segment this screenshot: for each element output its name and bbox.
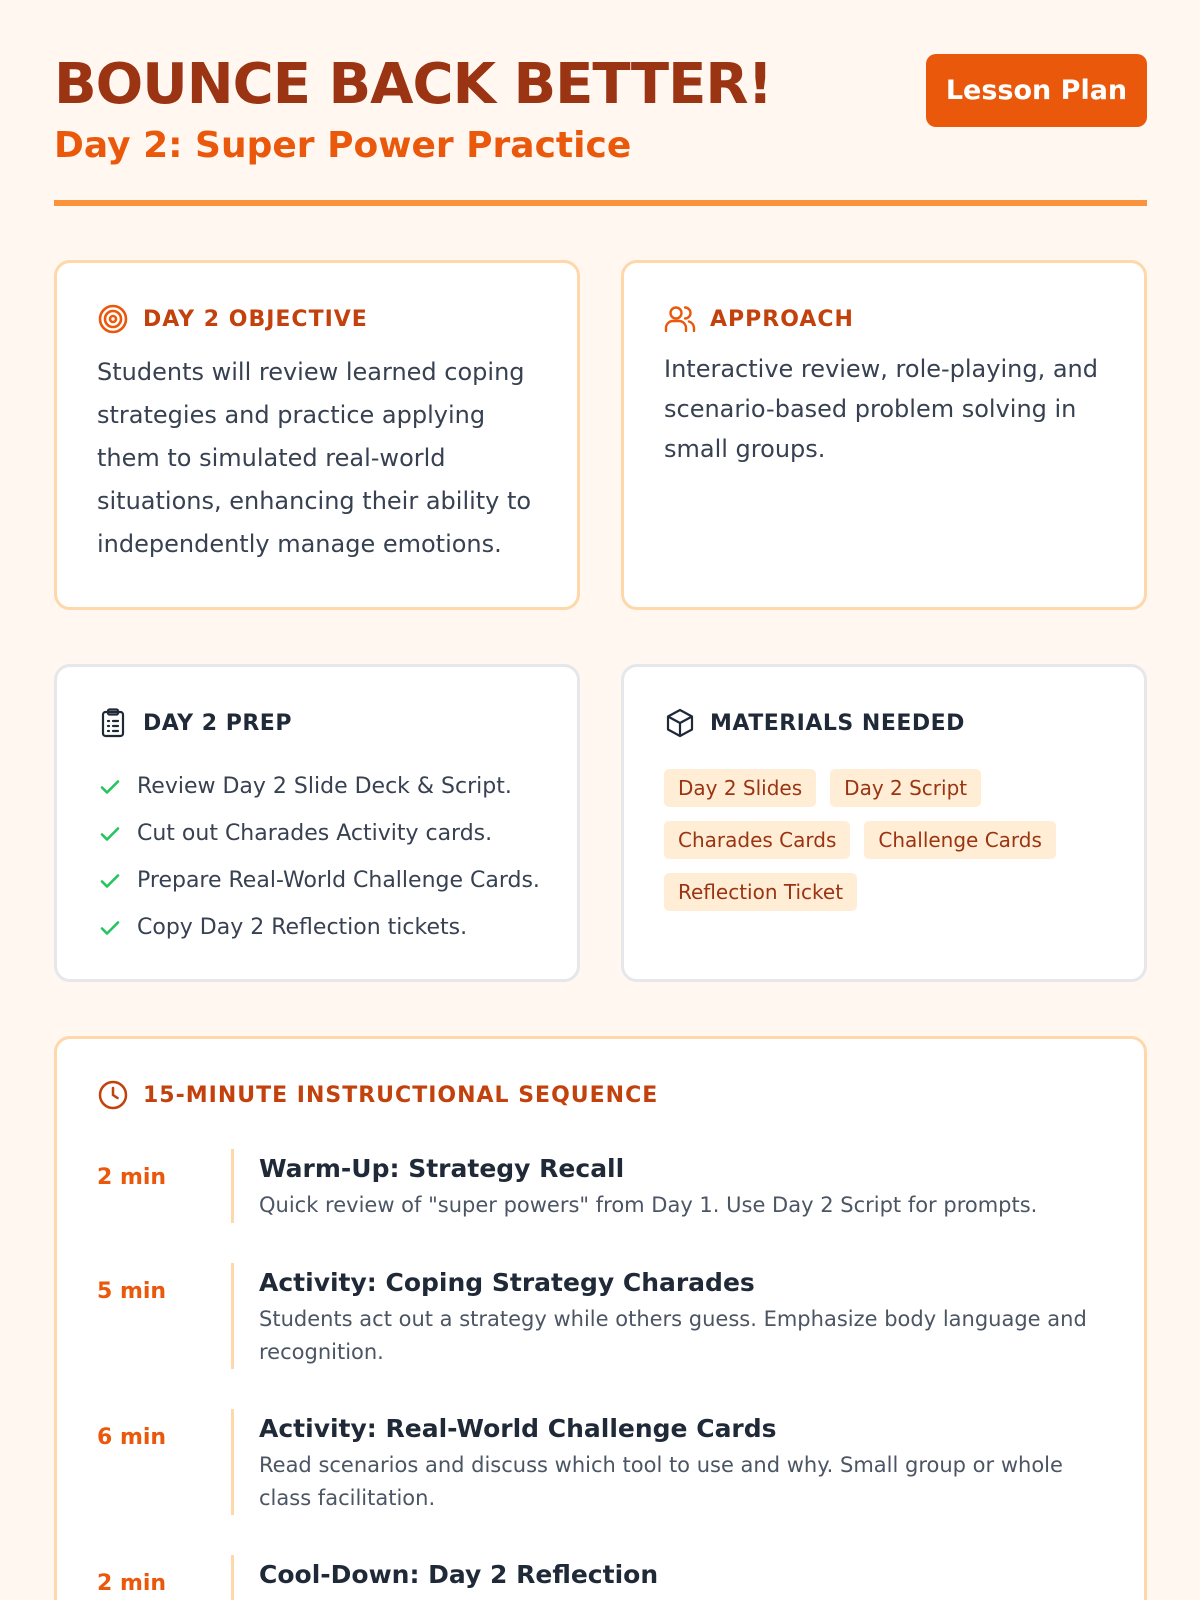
header-divider (54, 200, 1147, 206)
prep-item-label: Copy Day 2 Reflection tickets. (137, 915, 468, 940)
sequence-step (97, 1149, 1107, 1263)
step-divider (231, 1263, 234, 1369)
prep-item-label: Prepare Real-World Challenge Cards. (137, 868, 540, 893)
lesson-plan-button[interactable]: Lesson Plan (926, 54, 1147, 127)
list-item (97, 810, 540, 857)
step-title: Warm-Up: Strategy Recall (259, 1154, 625, 1183)
list-item (97, 763, 540, 810)
list-item (97, 857, 540, 904)
sequence-card (54, 1036, 1147, 1600)
step-title: Activity: Real-World Challenge Cards (259, 1414, 777, 1443)
step-content (259, 1555, 1107, 1595)
lesson-plan-page (54, 0, 1147, 1600)
sequence-step (97, 1555, 1107, 1600)
sequence-step (97, 1409, 1107, 1555)
check-icon (97, 821, 123, 847)
list-item (97, 904, 540, 951)
step-content (259, 1409, 1107, 1515)
users-icon (664, 303, 696, 335)
step-duration: 6 min (97, 1425, 167, 1450)
page-title: BOUNCE BACK BETTER! (54, 52, 773, 117)
target-icon (97, 303, 129, 335)
materials-heading-label: MATERIALS NEEDED (710, 710, 965, 736)
sequence-step (97, 1263, 1107, 1409)
material-tag: Day 2 Script (830, 769, 981, 807)
objective-card (54, 260, 580, 610)
prep-card (54, 664, 580, 982)
materials-card (621, 664, 1147, 982)
step-divider (231, 1409, 234, 1515)
step-content (259, 1263, 1107, 1369)
check-icon (97, 915, 123, 941)
approach-card (621, 260, 1147, 610)
step-title: Cool-Down: Day 2 Reflection (259, 1560, 659, 1589)
approach-heading-label: APPROACH (710, 306, 854, 332)
step-description: Students act out a strategy while others guess. Emphasize body language and recognition. (259, 1307, 1087, 1364)
prep-heading (97, 707, 292, 739)
material-tag: Reflection Ticket (664, 873, 857, 911)
step-duration: 2 min (97, 1571, 167, 1596)
objective-text: Students will review learned coping strategies and practice applying them to simulated real-world situations, enhancing their ability to independently manage emotions. (97, 358, 532, 558)
step-description: Quick review of "super powers" from Day 1. Use Day 2 Script for prompts. (259, 1193, 1038, 1217)
approach-heading (664, 303, 854, 335)
material-tag: Charades Cards (664, 821, 850, 859)
check-icon (97, 868, 123, 894)
page-header (54, 52, 1147, 207)
prep-item-label: Cut out Charades Activity cards. (137, 821, 493, 846)
materials-heading (664, 707, 965, 739)
prep-checklist (97, 763, 540, 951)
sequence-heading (97, 1079, 658, 1111)
sequence-heading-label: 15-MINUTE INSTRUCTIONAL SEQUENCE (143, 1082, 659, 1108)
step-description: Read scenarios and discuss which tool to use and why. Small group or whole class facilitation. (259, 1453, 1063, 1510)
step-duration: 5 min (97, 1279, 167, 1304)
material-tag: Day 2 Slides (664, 769, 816, 807)
materials-tag-list (664, 769, 1114, 911)
step-content (259, 1149, 1107, 1222)
step-divider (231, 1555, 234, 1600)
page-subtitle: Day 2: Super Power Practice (54, 125, 632, 166)
prep-item-label: Review Day 2 Slide Deck & Script. (137, 774, 512, 799)
clipboard-icon (97, 707, 129, 739)
material-tag: Challenge Cards (864, 821, 1056, 859)
objective-heading-label: DAY 2 OBJECTIVE (143, 306, 368, 332)
sequence-timeline (97, 1149, 1107, 1600)
objective-heading (97, 303, 368, 335)
step-title: Activity: Coping Strategy Charades (259, 1268, 755, 1297)
prep-heading-label: DAY 2 PREP (143, 710, 292, 736)
box-icon (664, 707, 696, 739)
step-divider (231, 1149, 234, 1223)
approach-text: Interactive review, role-playing, and scenario-based problem solving in small groups. (664, 355, 1098, 463)
check-icon (97, 774, 123, 800)
step-duration: 2 min (97, 1165, 167, 1190)
clock-icon (97, 1079, 129, 1111)
